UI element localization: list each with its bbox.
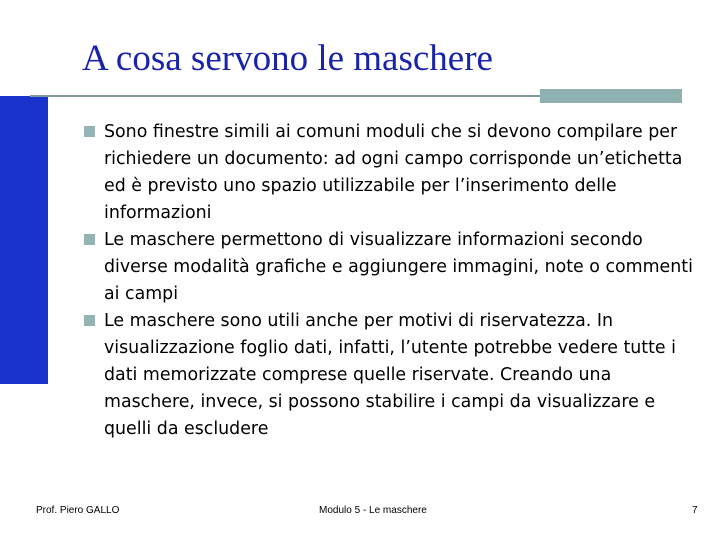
square-bullet-icon xyxy=(84,234,95,245)
bullet-text: Le maschere sono utili anche per motivi di riservatezza. In visualizzazione foglio dati, infatti, l’utente potrebbe vedere tutte i dati memorizzate comprese quelle riservate. Creando una maschere, invece, si possono stabilire i campi da visualizzare e quelli da escludere xyxy=(104,311,676,439)
footer-page-number: 7 xyxy=(692,505,698,516)
square-bullet-icon xyxy=(84,315,95,326)
bullet-list xyxy=(84,119,694,443)
bullet-text: Sono finestre simili ai comuni moduli che si devono compilare per richiedere un documento: ad ogni campo corrisponde un’etichetta ed è previsto uno spazio utilizzabile per l’inserimento delle informazioni xyxy=(104,122,683,223)
title-underline-block xyxy=(540,89,682,103)
square-bullet-icon xyxy=(84,126,95,137)
bullet-item xyxy=(84,308,694,443)
bullet-item xyxy=(84,119,694,227)
left-accent-bar xyxy=(0,96,48,384)
footer-author: Prof. Piero GALLO xyxy=(36,505,120,516)
slide-title: A cosa servono le maschere xyxy=(82,38,493,79)
footer-module: Modulo 5 - Le maschere xyxy=(319,505,427,516)
bullet-item xyxy=(84,227,694,308)
bullet-text: Le maschere permettono di visualizzare informazioni secondo diverse modalità grafiche e aggiungere immagini, note o commenti ai campi xyxy=(104,230,693,304)
